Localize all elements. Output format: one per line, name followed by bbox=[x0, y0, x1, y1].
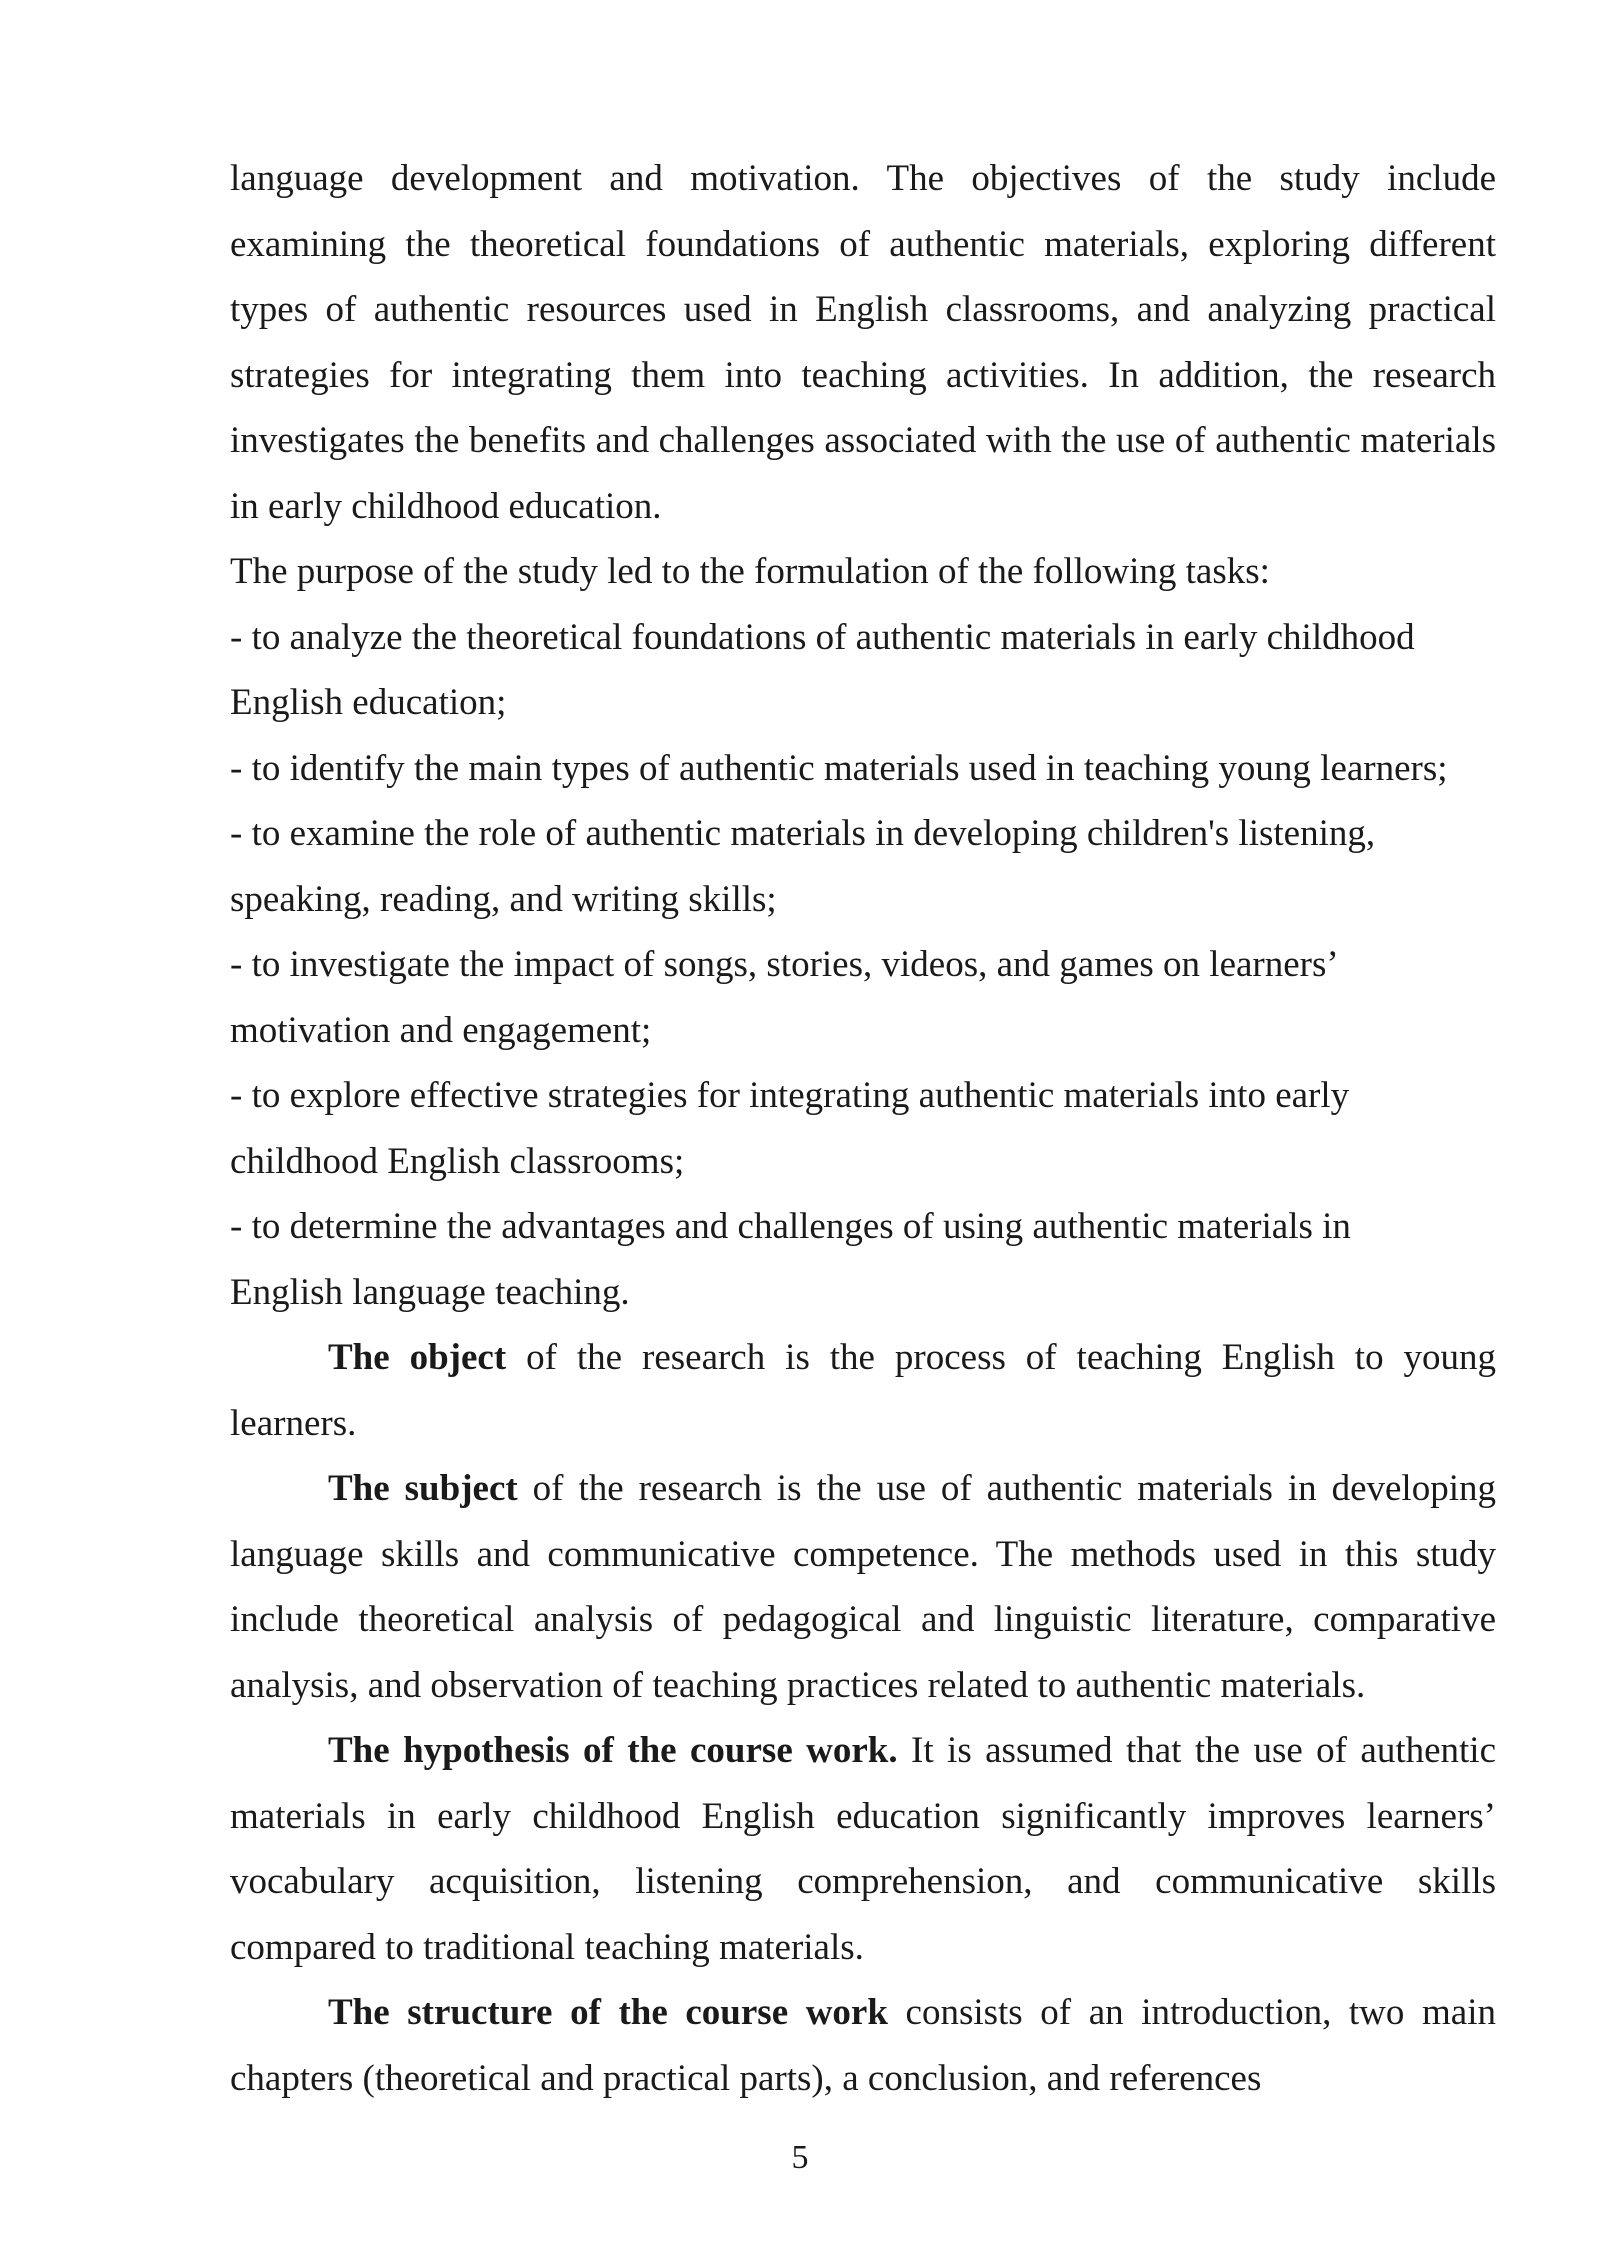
object-lead: The object bbox=[328, 1337, 507, 1378]
structure-text: consists of an introduction, two main chapters (theoretical and practical parts), a conclusion, and references bbox=[230, 1992, 1496, 2099]
object-text: of the research is the process of teaching English to young learners. bbox=[230, 1337, 1497, 1444]
subject-lead: The subject bbox=[328, 1468, 518, 1509]
subject-text: of the research is the use of authentic materials in developing language skills and communicative competence. The methods used in this study include theoretical analysis of pedagogical and linguistic literature, comparative analysis, and observation of teaching practices related to authentic materials. bbox=[230, 1468, 1496, 1706]
task-item: - to investigate the impact of songs, stories, videos, and games on learners’ motivation and engagement; bbox=[230, 944, 1336, 1051]
page-body bbox=[230, 146, 1496, 2111]
subject-paragraph bbox=[230, 1456, 1496, 1718]
hypothesis-text: It is assumed that the use of authentic materials in early childhood English education significantly improves learners’ vocabulary acquisition, listening comprehension, and communicative skills compared to traditional teaching materials. bbox=[230, 1730, 1497, 1968]
intro-paragraph: language development and motivation. The objectives of the study include examining the theoretical foundations of authentic materials, exploring different types of authentic resources used in English classrooms, and analyzing practical strategies for integrating them into teaching activities. In addition, the research investigates the benefits and challenges associated with the use of authentic materials in early childhood education. bbox=[230, 158, 1496, 527]
hypothesis-paragraph bbox=[230, 1718, 1496, 1980]
page-number: 5 bbox=[791, 2139, 809, 2176]
tasks-intro: The purpose of the study led to the formulation of the following tasks: bbox=[230, 551, 1270, 592]
object-paragraph bbox=[230, 1325, 1496, 1456]
tasks-list bbox=[230, 605, 1496, 1326]
hypothesis-lead: The hypothesis of the course work. bbox=[328, 1730, 898, 1771]
task-item: - to analyze the theoretical foundations of authentic materials in early childhood English education; bbox=[230, 616, 1415, 723]
task-item: - to identify the main types of authentic materials used in teaching young learners; bbox=[230, 747, 1448, 789]
structure-lead: The structure of the course work bbox=[328, 1992, 888, 2033]
task-item: - to examine the role of authentic materials in developing children's listening, speaking, reading, and writing skills; bbox=[230, 813, 1376, 920]
structure-paragraph bbox=[230, 1980, 1496, 2111]
task-item: - to determine the advantages and challenges of using authentic materials in English language teaching. bbox=[230, 1206, 1351, 1313]
task-item: - to explore effective strategies for integrating authentic materials into early childhood English classrooms; bbox=[230, 1075, 1350, 1182]
